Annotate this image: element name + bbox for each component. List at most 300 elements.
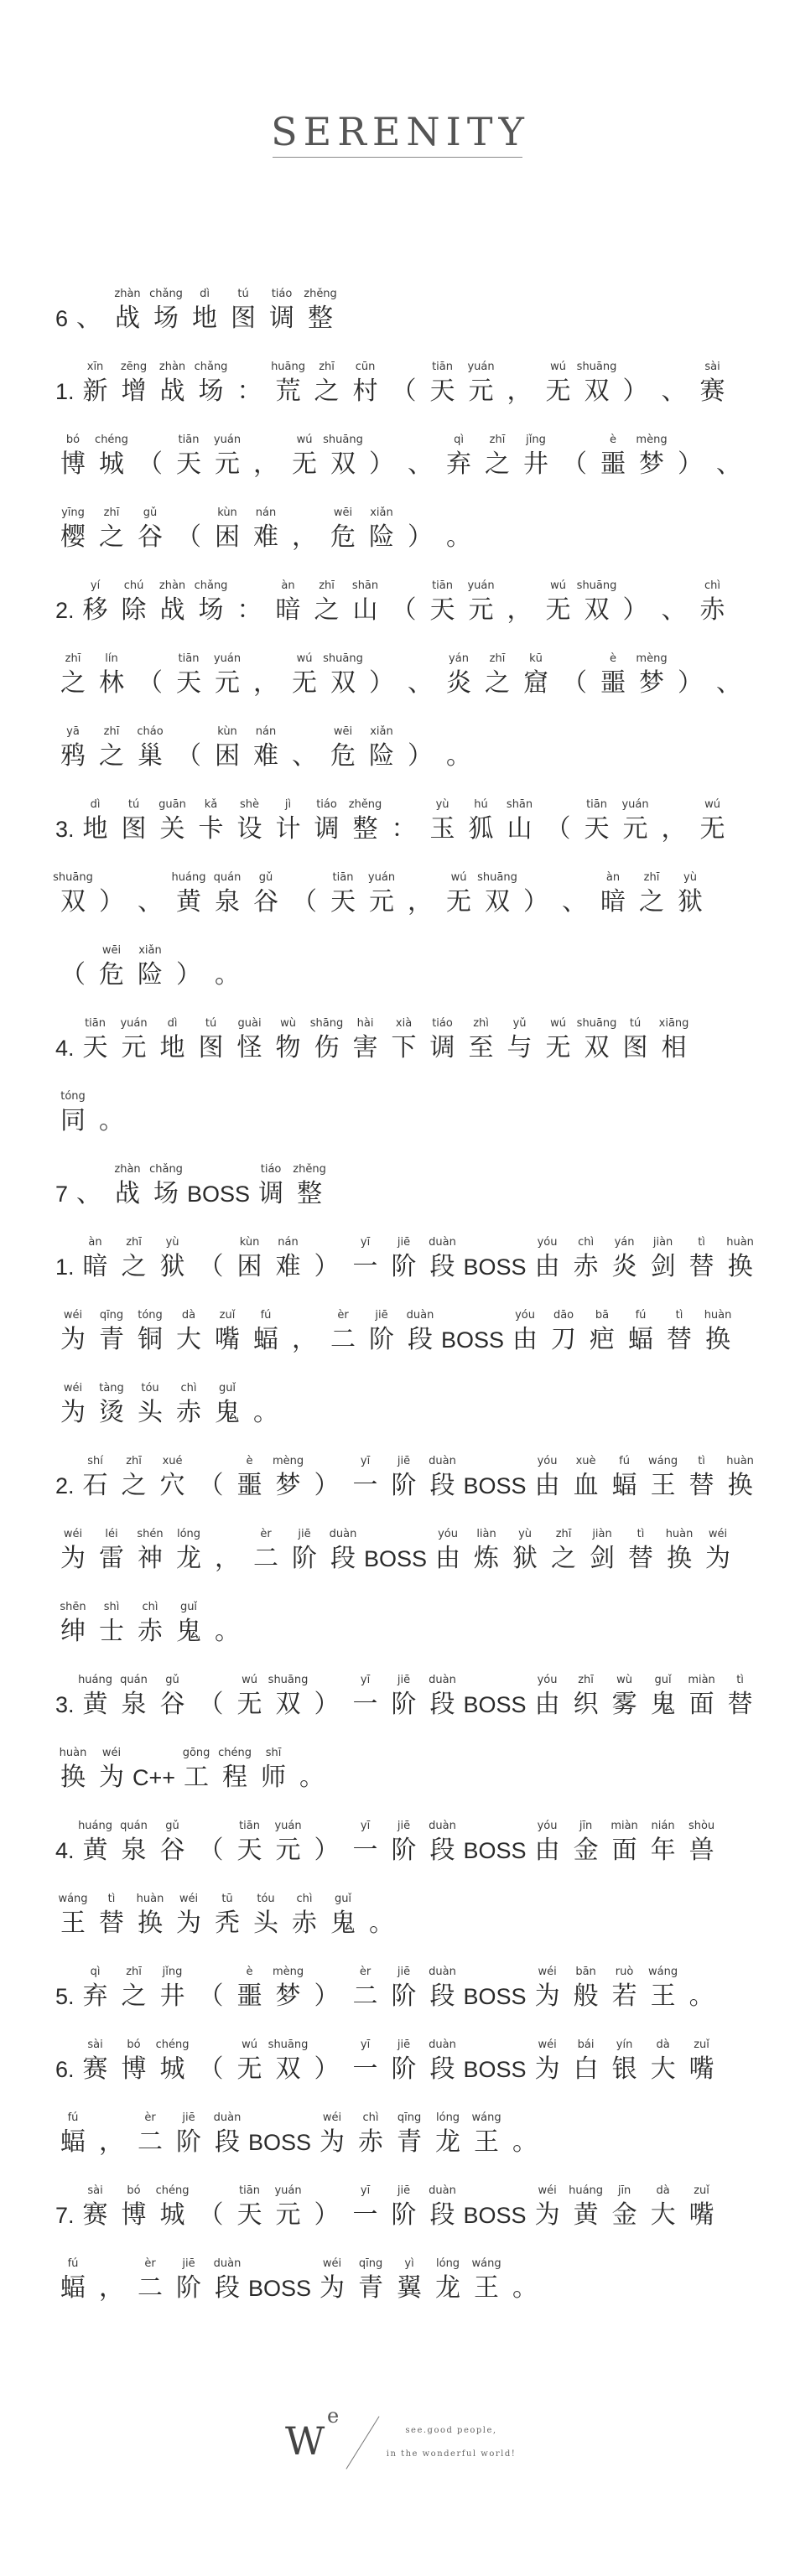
ruby-cell (555, 652, 594, 700)
pinyin: zhī (65, 652, 81, 665)
pinyin: xiǎn (138, 944, 162, 957)
character: 阶 (391, 1252, 417, 1281)
character: 程 (222, 1763, 248, 1792)
character: 同 (60, 1106, 86, 1135)
character: 剑 (650, 1252, 676, 1281)
character: 之 (485, 449, 510, 479)
ruby-cell (108, 287, 147, 335)
text-line (54, 652, 783, 724)
pinyin: qīng (397, 2111, 422, 2124)
ruby-cell (285, 1308, 324, 1357)
pinyin: guān (158, 798, 186, 811)
pinyin: è (246, 1455, 253, 1467)
section-heading (54, 1162, 783, 1235)
ruby-cell (153, 1673, 192, 1722)
pinyin: è (246, 1966, 253, 1978)
ruby-cell (423, 1454, 462, 1503)
pinyin: chéng (155, 2184, 190, 2197)
ruby-cell (506, 1527, 544, 1576)
ruby-cell (439, 652, 478, 700)
ruby-cell (385, 1819, 423, 1867)
character: 山 (352, 595, 378, 625)
pinyin: zhì (473, 1017, 489, 1030)
ruby-cell (467, 1527, 506, 1576)
ruby-cell (439, 506, 478, 554)
pinyin (441, 1308, 504, 1323)
character: 战 (115, 304, 141, 333)
character: 战 (115, 1179, 141, 1208)
pinyin: chéng (218, 1747, 252, 1759)
ruby-cell (594, 433, 632, 481)
ruby-cell (54, 1527, 92, 1576)
pinyin: duàn (406, 1309, 434, 1322)
pinyin (464, 1819, 527, 1834)
character: 阶 (176, 2127, 201, 2157)
pinyin (308, 1673, 346, 1688)
ruby-cell (567, 2038, 605, 2086)
character: 绅 (60, 1617, 86, 1646)
ruby-cell (385, 1016, 423, 1065)
pinyin: tì (107, 1893, 116, 1905)
ruby-cell (362, 724, 401, 773)
ruby-cell (54, 652, 92, 700)
ruby-cell (208, 1892, 247, 1940)
list-item (54, 1673, 783, 1819)
ruby-cell (308, 1819, 346, 1867)
character: 赤 (292, 1909, 317, 1938)
pinyin: shuāng (268, 2038, 309, 2051)
character: 博 (121, 2200, 147, 2230)
ruby-cell (621, 1308, 660, 1357)
pinyin: tiān (239, 2184, 260, 2197)
character: 天 (176, 668, 201, 698)
character: 为 (320, 2273, 346, 2303)
ruby-cell (423, 1016, 462, 1065)
ruby-cell (231, 1235, 269, 1284)
ruby-cell (308, 360, 346, 408)
character: 整 (352, 814, 378, 844)
ruby-cell (467, 2257, 506, 2305)
logo-superscript: e (327, 2404, 340, 2428)
pinyin: lóng (176, 1528, 201, 1540)
pinyin (131, 652, 169, 667)
pinyin: jiē (397, 1236, 411, 1249)
character: 天 (176, 449, 201, 479)
ruby-cell (115, 1819, 153, 1867)
character: 替 (667, 1325, 693, 1354)
character: 鬼 (215, 1398, 240, 1427)
character: 雷 (99, 1544, 124, 1573)
pinyin (169, 724, 208, 740)
character: 王 (474, 2273, 500, 2303)
ruby-cell (583, 1308, 621, 1357)
character: C++ (132, 1765, 176, 1790)
pinyin: yuán (274, 1820, 302, 1832)
pinyin: tóng (138, 1309, 163, 1322)
character: 谷 (159, 1690, 185, 1719)
character: 为 (99, 1763, 124, 1792)
text-line (54, 870, 783, 943)
character: ， (253, 449, 278, 479)
ruby-cell (208, 652, 247, 700)
ruby-cell (555, 433, 594, 481)
ruby-cell (401, 506, 439, 554)
character: 6. (55, 2057, 75, 2082)
ruby-cell (362, 433, 401, 481)
character: 段 (408, 1325, 433, 1354)
list-item (54, 1016, 783, 1162)
pinyin: dāo (553, 1309, 574, 1322)
pinyin: hú (474, 798, 488, 811)
text-line (54, 1819, 783, 1892)
character: 。 (369, 1909, 394, 1938)
ruby-cell (401, 870, 439, 919)
list-item (54, 1819, 783, 1965)
ruby-cell (578, 579, 616, 627)
ruby-cell (192, 1673, 231, 1722)
character: （ (545, 814, 571, 844)
pinyin: bā (595, 1309, 610, 1322)
ruby-cell (115, 797, 153, 846)
text-line (54, 1308, 783, 1381)
character: 段 (429, 1252, 455, 1281)
pinyin: tiáo (260, 1163, 282, 1176)
character: 难 (253, 741, 278, 771)
pinyin (362, 433, 401, 448)
ruby-cell (285, 652, 324, 700)
character: （ (198, 1836, 224, 1865)
character: 困 (236, 1252, 262, 1281)
character: 危 (99, 960, 124, 989)
character: 头 (253, 1909, 278, 1938)
character: 黄 (82, 1690, 108, 1719)
pinyin (192, 1454, 231, 1469)
pinyin: tóu (141, 1382, 159, 1394)
pinyin: àn (605, 871, 621, 884)
character: 鬼 (650, 1690, 676, 1719)
character: 5. (55, 1984, 75, 2009)
pinyin: xué (162, 1455, 183, 1467)
ruby-cell (54, 1673, 76, 1722)
character: 大 (650, 2200, 676, 2230)
character: 段 (429, 1981, 455, 2011)
ruby-cell (54, 1308, 92, 1357)
pinyin: jǐng (526, 434, 546, 446)
ruby-cell (169, 1527, 208, 1576)
character: 双 (330, 668, 356, 698)
ruby-cell (308, 1016, 346, 1065)
character: 元 (121, 1033, 147, 1062)
pinyin (285, 870, 324, 886)
ruby-cell (683, 2184, 721, 2232)
pinyin: zhàn (158, 579, 186, 592)
ruby-cell (616, 1016, 655, 1065)
pinyin: jiàn (652, 1236, 673, 1249)
character: 年 (650, 1836, 676, 1865)
character: 。 (299, 1763, 325, 1792)
ruby-cell (385, 360, 423, 408)
character: 替 (688, 1471, 714, 1500)
pinyin: tóng (60, 1090, 86, 1103)
ruby-cell (92, 433, 131, 481)
pinyin: guài (237, 1017, 262, 1030)
ruby-cell (308, 1235, 346, 1284)
pinyin (92, 2111, 131, 2126)
character: 元 (468, 595, 494, 625)
list-item (54, 1235, 783, 1454)
pinyin (208, 1600, 247, 1615)
ruby-cell (528, 2038, 567, 2086)
pinyin: zuǐ (694, 2184, 709, 2197)
character: 黄 (176, 887, 201, 917)
character: 之 (121, 1471, 147, 1500)
pinyin: lóng (436, 2257, 460, 2270)
character: ） (369, 668, 394, 698)
ruby-cell (324, 506, 362, 554)
character: 嘴 (688, 2200, 714, 2230)
character: 蝠 (60, 2127, 86, 2157)
pinyin: shān (506, 798, 533, 811)
ruby-cell (76, 1016, 115, 1065)
ruby-cell (131, 870, 169, 919)
ruby-cell (92, 1089, 131, 1138)
pinyin: dà (656, 2038, 670, 2051)
character: 阶 (369, 1325, 394, 1354)
text-line (54, 1600, 783, 1673)
ruby-cell (247, 652, 285, 700)
ruby-cell (362, 506, 401, 554)
ruby-cell (346, 1454, 385, 1503)
pinyin: huàn (665, 1528, 694, 1540)
ruby-cell (92, 2111, 131, 2159)
pinyin: jiē (182, 2111, 195, 2124)
character: 地 (159, 1033, 185, 1062)
character: 面 (611, 1836, 637, 1865)
pinyin: shí (87, 1455, 103, 1467)
ruby-cell (528, 1819, 567, 1867)
character: 雾 (611, 1690, 637, 1719)
ruby-cell (269, 360, 308, 408)
pinyin: tiān (178, 434, 200, 446)
pinyin (55, 2184, 75, 2199)
pinyin: dà (181, 1309, 196, 1322)
ruby-cell (169, 1308, 208, 1357)
ruby-cell (192, 2038, 231, 2086)
ruby-cell (54, 724, 92, 773)
character: 险 (369, 741, 394, 771)
ruby-cell (439, 724, 478, 773)
character: 谷 (253, 887, 278, 917)
character: （ (176, 741, 201, 771)
character: 新 (82, 377, 108, 406)
pinyin (231, 360, 269, 375)
character: 樱 (60, 522, 86, 552)
character: 般 (573, 1981, 599, 2011)
pinyin (655, 579, 694, 594)
list-item (54, 579, 783, 797)
character: 黄 (573, 2200, 599, 2230)
section-heading (54, 287, 783, 360)
pinyin: chì (296, 1893, 313, 1905)
character: 秃 (215, 1909, 240, 1938)
pinyin (539, 797, 578, 813)
text-line (54, 433, 783, 506)
character: ） (314, 1690, 340, 1719)
pinyin (385, 360, 423, 375)
character: 头 (138, 1398, 163, 1427)
character: 暗 (600, 887, 626, 917)
pinyin: shuāng (323, 652, 363, 665)
ruby-cell (92, 1381, 131, 1430)
character: ） (369, 449, 394, 479)
ruby-cell (70, 287, 108, 335)
pinyin: yīng (61, 506, 85, 519)
ruby-cell (506, 2257, 544, 2305)
pinyin (555, 433, 594, 448)
pinyin: tiān (432, 579, 453, 592)
ruby-cell (92, 652, 131, 700)
pinyin: yóu (537, 1674, 558, 1686)
ruby-cell (308, 1454, 346, 1503)
pinyin: jiē (182, 2257, 195, 2270)
character: ， (292, 1325, 317, 1354)
ruby-cell (76, 579, 115, 627)
pinyin: yóu (537, 1236, 558, 1249)
character: BOSS (463, 1473, 527, 1498)
pinyin: zhěng (293, 1163, 326, 1176)
pinyin: yǔ (512, 1017, 527, 1030)
character: 双 (330, 449, 356, 479)
section (54, 287, 783, 1162)
character: 士 (99, 1617, 124, 1646)
pinyin: nán (255, 506, 277, 519)
pinyin (709, 433, 748, 448)
ruby-cell (269, 1673, 308, 1722)
pinyin: zhī (643, 871, 660, 884)
pinyin: huàn (726, 1236, 754, 1249)
pinyin (248, 2111, 311, 2126)
character: 青 (358, 2273, 384, 2303)
ruby-cell (147, 287, 185, 335)
character: （ (391, 595, 417, 625)
pinyin: yì (404, 2257, 414, 2270)
pinyin: jiē (397, 1966, 411, 1978)
ruby-cell (54, 943, 92, 992)
pinyin (247, 433, 285, 448)
pinyin (55, 2038, 75, 2053)
pinyin (132, 1746, 175, 1761)
pinyin: jiē (397, 2184, 411, 2197)
pinyin: wáng (471, 2257, 501, 2270)
ruby-cell (208, 1381, 247, 1430)
ruby-cell (262, 287, 301, 335)
character: 村 (352, 377, 378, 406)
pinyin: shuāng (323, 434, 363, 446)
ruby-cell (401, 1308, 439, 1357)
ruby-cell (115, 579, 153, 627)
pinyin (385, 579, 423, 594)
ruby-cell (517, 870, 555, 919)
list-item (54, 1965, 783, 2038)
pinyin: chú (123, 579, 144, 592)
ruby-cell (153, 1235, 192, 1284)
pinyin: xiǎn (370, 506, 393, 519)
ruby-cell (76, 797, 115, 846)
text-line (54, 2111, 783, 2184)
pinyin (55, 1235, 75, 1250)
character: 一 (352, 1836, 378, 1865)
text-line (54, 287, 783, 360)
character: 天 (429, 377, 455, 406)
ruby-cell (324, 1308, 362, 1357)
pinyin: quán (120, 1820, 148, 1832)
ruby-cell (285, 1892, 324, 1940)
character: 蝠 (253, 1325, 278, 1354)
character: 噩 (236, 1471, 262, 1500)
pinyin: lín (105, 652, 118, 665)
pinyin: wú (550, 361, 566, 373)
section (54, 1162, 783, 2329)
pinyin: chì (362, 2111, 379, 2124)
character: （ (138, 449, 163, 479)
pinyin: wáng (648, 1455, 678, 1467)
pinyin (55, 797, 75, 813)
character: 谷 (138, 522, 163, 552)
ruby-cell (423, 579, 462, 627)
ruby-cell (269, 1819, 308, 1867)
character: 无 (545, 1033, 571, 1062)
ruby-cell (544, 1308, 583, 1357)
ruby-cell (721, 1673, 760, 1722)
character: 二 (330, 1325, 356, 1354)
pinyin: bái (577, 2038, 595, 2051)
pinyin (70, 1162, 108, 1177)
ruby-cell (131, 1892, 169, 1940)
pinyin: duàn (429, 1820, 456, 1832)
pinyin (192, 1235, 231, 1250)
character: 二 (138, 2273, 163, 2303)
character: 王 (60, 1909, 86, 1938)
character: 泉 (121, 1836, 147, 1865)
pinyin: yán (449, 652, 469, 665)
ruby-cell (192, 2184, 231, 2232)
ruby-cell (54, 870, 92, 919)
ruby-cell (478, 870, 517, 919)
character: 龙 (176, 1544, 201, 1573)
pinyin (671, 652, 709, 667)
character: ） (176, 960, 201, 989)
ruby-cell (308, 1965, 346, 2013)
ruby-cell (462, 1454, 528, 1503)
pinyin (709, 652, 748, 667)
pinyin (517, 870, 555, 886)
ruby-cell (131, 433, 169, 481)
ruby-cell (385, 2184, 423, 2232)
character: 阶 (391, 1690, 417, 1719)
character: 王 (650, 1981, 676, 2011)
character: 2. (55, 598, 75, 623)
character: 荒 (275, 377, 301, 406)
ruby-cell (567, 2184, 605, 2232)
character: 龙 (435, 2273, 461, 2303)
ruby-cell (346, 2038, 385, 2086)
pinyin (362, 652, 401, 667)
ruby-cell (362, 1308, 401, 1357)
text-line (54, 579, 783, 652)
text-line (54, 1965, 783, 2038)
character: 山 (507, 814, 533, 844)
pinyin: lóng (436, 2111, 460, 2124)
